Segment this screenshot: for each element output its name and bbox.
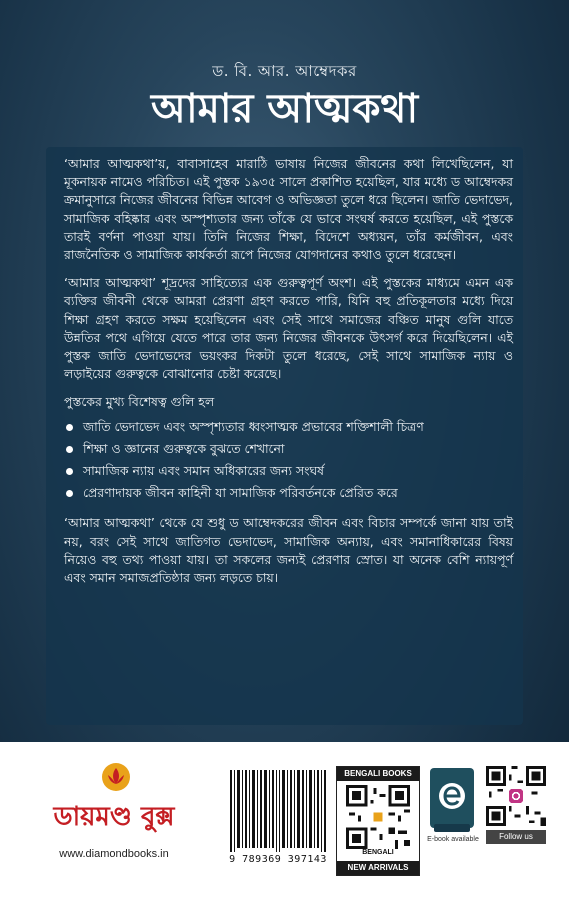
isbn-number: 9 789369 397143 (229, 854, 327, 865)
book-title: আমার আত্মকথা (150, 86, 419, 132)
blurb-paragraph-1: ‘আমার আত্মকথা’য়, বাবাসাহেব মারাঠি ভাষায় নিজের জীবনের কথা লিখেছিলেন, যা মূকনায়ক নামেও পরিচিত। এই পুস্তক ১৯৩৫ সালে প্রকাশিত হয়েছিল, যার মধ্যে ড আম্বেদকর ক্রমানুসারে নিজের জীবনের বিভিন্ন আবেগ ও অভিজ্ঞতা তুলে ধরে ছিলেন। জাতি ভেদাভেদ, সামাজিক বহিষ্কার এবং অস্পৃশ্যতার জন্য তাঁকে যে ভাবে সংঘর্ষ করতে হয়েছিল, এই পুস্তকে তারই বর্ণনা পাওয়া যায়। তিনি নিজের শিক্ষা, বিদেশে অধ্যয়ন, তাঁর কর্মজীবন, এবং রাজনৈতিক ও সামাজিক কার্যকর্তা রূপে নিজের যোগদানের কথাও তুলে ধরেছেন। (64, 156, 513, 263)
blurb-paragraph-2: ‘আমার আত্মকথা’ শূদ্রদের সাহিত্যের এক গুরুত্বপূর্ণ অংশ। এই পুস্তকের মাধ্যমে এমন এক ব্যক্তির জীবনী থেকে আমরা প্রেরণা গ্রহণ করতে পারি, যিনি বহু প্রতিকূলতার মধ্যে দিয়ে শিক্ষা গ্রহণ করতে সক্ষম হয়েছিলেন এবং সেই সাথে সমাজের বঞ্চিত মানুষ গুলি যাতে উন্নতির পথে এগিয়ে যেতে পারে তার জন্য নিজের জীবনকে উৎসর্গ করে দিয়েছিলেন। এই পুস্তক জাতি ভেদাভেদের ভয়ংকর দিকটা তুলে ধরেছে, সেই সাথে সামাজিক ন্যায় ও লড়াইয়ের গুরুত্বকে বোঝানোর চেষ্টা করেছে। (64, 275, 513, 382)
badge-title: BENGALI BOOKS (337, 767, 419, 781)
lotus-icon (101, 762, 131, 792)
follow-us-label: Follow us (486, 830, 546, 844)
follow-us-badge (486, 766, 546, 852)
author-name: ড. বি. আর. আম্বেদকর (212, 62, 357, 80)
feature-text: প্রেরণাদায়ক জীবন কাহিনী যা সামাজিক পরিবর্তনকে প্রেরিত করে (83, 485, 398, 501)
ebook-icon (430, 768, 474, 832)
publisher-website: www.diamondbooks.in (59, 848, 169, 860)
publisher-logo (14, 762, 214, 862)
bullet-icon (66, 424, 73, 431)
qr-code-icon (346, 785, 410, 849)
bullet-icon (66, 490, 73, 497)
feature-text: সামাজিক ন্যায় এবং সমান অধিকারের জন্য সংঘর্ষ (83, 463, 324, 479)
publisher-name: ডায়মণ্ড বুক্স (53, 802, 175, 832)
back-cover-footer (0, 742, 569, 900)
bullet-icon (66, 446, 73, 453)
barcode (226, 768, 330, 866)
blurb-panel (46, 147, 523, 725)
qr-code-icon (486, 766, 546, 826)
feature-text: জাতি ভেদাভেদ এবং অস্পৃশ্যতার ধ্বংসাত্মক প্রভাবের শক্তিশালী চিত্রণ (83, 418, 424, 434)
badge-label: BENGALI (362, 849, 394, 856)
feature-item (64, 418, 513, 436)
features-list (64, 418, 513, 503)
feature-text: শিক্ষা ও জ্ঞানের গুরুত্বকে বুঝতে শেখানো (83, 440, 285, 456)
barcode-icon (226, 768, 330, 852)
ebook-badge (428, 768, 478, 854)
feature-item (64, 462, 513, 480)
feature-item (64, 440, 513, 458)
bengali-books-badge (336, 766, 420, 876)
feature-item (64, 484, 513, 502)
badge-footer: NEW ARRIVALS (337, 861, 419, 875)
ebook-label: E-book available (427, 836, 479, 843)
blurb-paragraph-3: ‘আমার আত্মকথা’ থেকে যে শুধু ড আম্বেদকরের জীবন এবং বিচার সম্পর্কে জানা যায় তাই নয়, বরং সেই সাথে জাতিগত ভেদাভেদ, সামাজিক অন্যায়, এবং সমানাধিকারের বিষয় নিয়েও বহু তথ্য পাওয়া যায়। তা সকলের জন্যই প্রেরণার স্রোত। যা অনেক বেশি ন্যায়পূর্ণ এবং সমান সমাজপ্রতিষ্ঠার জন্য লড়তে চায়। (64, 515, 513, 586)
bullet-icon (66, 468, 73, 475)
features-heading: পুস্তকের মুখ্য বিশেষত্ব গুলি হল (64, 394, 215, 410)
